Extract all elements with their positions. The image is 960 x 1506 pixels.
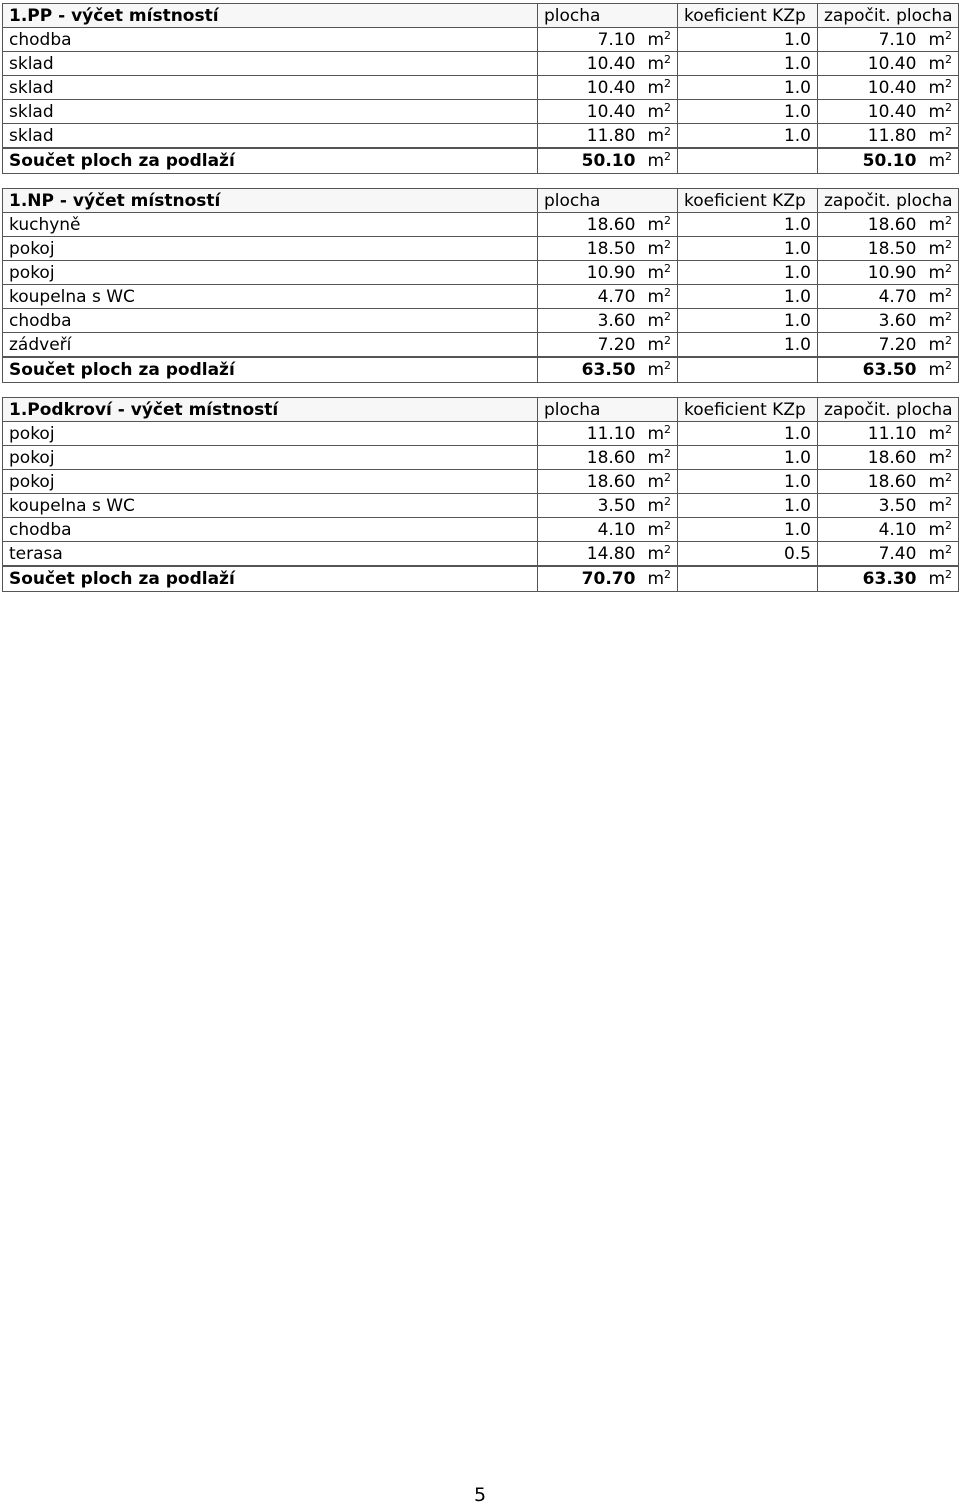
unit-exponent: 2 (945, 333, 952, 347)
area-unit (928, 126, 952, 146)
area-unit (928, 311, 952, 331)
room-effective-area (818, 52, 959, 76)
floor-sum-label: Součet ploch za podlaží (3, 566, 538, 592)
room-effective-area-value: 11.10 (867, 423, 917, 444)
room-area (538, 261, 678, 285)
column-header-area: plocha (538, 4, 678, 28)
room-name: sklad (3, 52, 538, 76)
room-row (3, 28, 959, 52)
floor-sum-area-value: 50.10 (581, 151, 636, 171)
room-effective-area (818, 100, 959, 124)
room-row (3, 422, 959, 446)
unit-exponent: 2 (945, 309, 952, 323)
unit-base: m (647, 569, 664, 589)
unit-exponent: 2 (945, 76, 952, 90)
room-effective-area-value: 10.40 (867, 77, 917, 98)
room-area-value: 10.40 (586, 77, 636, 98)
unit-base: m (928, 360, 945, 380)
room-effective-area (818, 422, 959, 446)
room-area (538, 446, 678, 470)
unit-base: m (647, 53, 664, 74)
room-coefficient: 1.0 (678, 494, 818, 518)
room-name: sklad (3, 124, 538, 149)
room-area (538, 52, 678, 76)
room-area (538, 542, 678, 567)
room-effective-area (818, 285, 959, 309)
column-header-effective-area: započit. plocha (818, 4, 959, 28)
unit-base: m (647, 519, 664, 540)
unit-base: m (928, 77, 945, 98)
unit-base: m (928, 53, 945, 74)
unit-exponent: 2 (945, 470, 952, 484)
area-unit (928, 544, 952, 564)
room-coefficient: 1.0 (678, 446, 818, 470)
area-unit (647, 569, 671, 589)
floor-table (2, 3, 959, 174)
unit-exponent: 2 (664, 309, 671, 323)
area-unit (928, 472, 952, 492)
room-effective-area (818, 446, 959, 470)
room-effective-area (818, 518, 959, 542)
room-coefficient: 1.0 (678, 518, 818, 542)
unit-exponent: 2 (664, 568, 671, 581)
area-unit (647, 520, 671, 540)
floor-sum-effective-area-value: 63.50 (862, 360, 917, 380)
area-unit (647, 448, 671, 468)
unit-base: m (928, 286, 945, 307)
unit-base: m (928, 519, 945, 540)
room-name: zádveří (3, 333, 538, 358)
room-area (538, 213, 678, 237)
room-name: chodba (3, 518, 538, 542)
unit-exponent: 2 (664, 100, 671, 114)
room-row (3, 285, 959, 309)
unit-base: m (928, 569, 945, 589)
room-effective-area (818, 542, 959, 567)
unit-exponent: 2 (945, 237, 952, 251)
unit-exponent: 2 (664, 494, 671, 508)
floor-sum-coefficient-empty (678, 148, 818, 174)
room-coefficient: 1.0 (678, 124, 818, 149)
area-unit (928, 215, 952, 235)
unit-base: m (647, 471, 664, 492)
unit-exponent: 2 (664, 422, 671, 436)
unit-exponent: 2 (945, 124, 952, 138)
floor-sum-area-value: 63.50 (581, 360, 636, 380)
room-area-value: 18.50 (586, 238, 636, 259)
room-area (538, 470, 678, 494)
room-area (538, 124, 678, 149)
area-unit (928, 448, 952, 468)
room-area-value: 7.10 (597, 29, 636, 50)
unit-exponent: 2 (945, 52, 952, 66)
room-row (3, 518, 959, 542)
room-effective-area (818, 76, 959, 100)
room-area-value: 11.10 (586, 423, 636, 444)
room-effective-area-value: 18.60 (867, 447, 917, 468)
room-row (3, 100, 959, 124)
room-effective-area-value: 18.50 (867, 238, 917, 259)
floor-sum-effective-area (818, 357, 959, 383)
unit-exponent: 2 (664, 285, 671, 299)
room-effective-area-value: 18.60 (867, 214, 917, 235)
room-area-value: 3.60 (597, 310, 636, 331)
unit-base: m (647, 151, 664, 171)
unit-base: m (647, 423, 664, 444)
room-coefficient: 1.0 (678, 285, 818, 309)
area-unit (647, 239, 671, 259)
unit-exponent: 2 (664, 28, 671, 42)
column-header-area: plocha (538, 398, 678, 422)
room-name: koupelna s WC (3, 494, 538, 518)
room-name: kuchyně (3, 213, 538, 237)
area-unit (647, 424, 671, 444)
room-effective-area (818, 309, 959, 333)
room-name: pokoj (3, 261, 538, 285)
room-area-value: 14.80 (586, 543, 636, 564)
floor-title: 1.NP - výčet místností (3, 189, 538, 213)
floor-sum-coefficient-empty (678, 566, 818, 592)
room-tables (2, 3, 958, 606)
unit-base: m (928, 423, 945, 444)
area-unit (928, 496, 952, 516)
unit-exponent: 2 (664, 333, 671, 347)
floor-sum-effective-area-value: 50.10 (862, 151, 917, 171)
unit-base: m (928, 334, 945, 355)
unit-exponent: 2 (664, 213, 671, 227)
floor-table (2, 397, 959, 592)
area-unit (928, 151, 952, 171)
area-unit (928, 78, 952, 98)
unit-exponent: 2 (945, 422, 952, 436)
room-effective-area (818, 333, 959, 358)
floor-sum-area (538, 357, 678, 383)
unit-base: m (647, 495, 664, 516)
unit-exponent: 2 (945, 568, 952, 581)
room-effective-area (818, 261, 959, 285)
area-unit (928, 360, 952, 380)
area-unit (647, 30, 671, 50)
room-name: chodba (3, 28, 538, 52)
floor-sum-label: Součet ploch za podlaží (3, 357, 538, 383)
room-area-value: 11.80 (586, 125, 636, 146)
room-row (3, 446, 959, 470)
room-name: chodba (3, 309, 538, 333)
room-name: sklad (3, 100, 538, 124)
column-header-area: plocha (538, 189, 678, 213)
area-unit (928, 239, 952, 259)
unit-exponent: 2 (945, 359, 952, 372)
unit-exponent: 2 (664, 52, 671, 66)
room-area-value: 7.20 (597, 334, 636, 355)
area-unit (647, 496, 671, 516)
column-header-coefficient: koeficient KZp (678, 189, 818, 213)
unit-exponent: 2 (664, 518, 671, 532)
room-area-value: 18.60 (586, 447, 636, 468)
floor-sum-coefficient-empty (678, 357, 818, 383)
area-unit (647, 360, 671, 380)
unit-exponent: 2 (664, 150, 671, 163)
room-effective-area (818, 124, 959, 149)
room-area-value: 18.60 (586, 471, 636, 492)
room-coefficient: 1.0 (678, 470, 818, 494)
floor-sum-area (538, 148, 678, 174)
unit-base: m (928, 310, 945, 331)
room-area-value: 10.40 (586, 101, 636, 122)
room-effective-area-value: 10.40 (867, 53, 917, 74)
room-effective-area (818, 494, 959, 518)
unit-base: m (647, 262, 664, 283)
unit-base: m (647, 101, 664, 122)
room-row (3, 309, 959, 333)
area-unit (647, 472, 671, 492)
unit-exponent: 2 (945, 213, 952, 227)
unit-exponent: 2 (945, 261, 952, 275)
unit-base: m (928, 125, 945, 146)
area-unit (647, 335, 671, 355)
room-effective-area (818, 213, 959, 237)
unit-base: m (928, 238, 945, 259)
unit-exponent: 2 (664, 124, 671, 138)
room-area (538, 309, 678, 333)
unit-base: m (928, 29, 945, 50)
room-coefficient: 0.5 (678, 542, 818, 567)
unit-base: m (647, 238, 664, 259)
unit-base: m (928, 543, 945, 564)
room-effective-area (818, 237, 959, 261)
floor-header-row (3, 4, 959, 28)
floor-sum-row (3, 148, 959, 174)
room-area (538, 100, 678, 124)
unit-exponent: 2 (945, 446, 952, 460)
unit-exponent: 2 (664, 470, 671, 484)
room-row (3, 213, 959, 237)
unit-base: m (647, 77, 664, 98)
unit-exponent: 2 (664, 446, 671, 460)
floor-sum-effective-area (818, 566, 959, 592)
area-unit (928, 424, 952, 444)
room-name: pokoj (3, 446, 538, 470)
room-name: koupelna s WC (3, 285, 538, 309)
area-unit (647, 544, 671, 564)
floor-sum-row (3, 566, 959, 592)
room-coefficient: 1.0 (678, 422, 818, 446)
unit-base: m (647, 286, 664, 307)
room-effective-area (818, 28, 959, 52)
unit-exponent: 2 (664, 359, 671, 372)
room-effective-area-value: 3.60 (878, 310, 917, 331)
room-coefficient: 1.0 (678, 261, 818, 285)
unit-exponent: 2 (945, 542, 952, 556)
room-effective-area-value: 10.90 (867, 262, 917, 283)
room-coefficient: 1.0 (678, 76, 818, 100)
room-coefficient: 1.0 (678, 309, 818, 333)
floor-sum-row (3, 357, 959, 383)
area-unit (928, 287, 952, 307)
floor-title: 1.Podkroví - výčet místností (3, 398, 538, 422)
room-coefficient: 1.0 (678, 213, 818, 237)
column-header-effective-area: započit. plocha (818, 398, 959, 422)
room-name: pokoj (3, 422, 538, 446)
column-header-coefficient: koeficient KZp (678, 4, 818, 28)
unit-exponent: 2 (945, 494, 952, 508)
unit-exponent: 2 (664, 237, 671, 251)
area-unit (647, 287, 671, 307)
unit-base: m (928, 495, 945, 516)
area-unit (928, 30, 952, 50)
room-row (3, 237, 959, 261)
room-effective-area-value: 7.40 (878, 543, 917, 564)
room-row (3, 333, 959, 358)
room-row (3, 470, 959, 494)
unit-base: m (928, 101, 945, 122)
room-effective-area-value: 11.80 (867, 125, 917, 146)
room-name: terasa (3, 542, 538, 567)
unit-exponent: 2 (664, 542, 671, 556)
unit-exponent: 2 (664, 76, 671, 90)
room-area-value: 4.10 (597, 519, 636, 540)
area-unit (928, 54, 952, 74)
room-row (3, 261, 959, 285)
room-effective-area-value: 7.10 (878, 29, 917, 50)
unit-base: m (928, 262, 945, 283)
room-row (3, 76, 959, 100)
area-unit (928, 520, 952, 540)
room-area (538, 285, 678, 309)
unit-exponent: 2 (945, 150, 952, 163)
room-area (538, 76, 678, 100)
unit-base: m (647, 447, 664, 468)
unit-base: m (928, 471, 945, 492)
floor-header-row (3, 189, 959, 213)
room-row (3, 124, 959, 149)
room-area (538, 494, 678, 518)
room-coefficient: 1.0 (678, 100, 818, 124)
floor-sum-label: Součet ploch za podlaží (3, 148, 538, 174)
area-unit (647, 54, 671, 74)
area-unit (928, 335, 952, 355)
room-area-value: 3.50 (597, 495, 636, 516)
area-unit (928, 102, 952, 122)
floor-sum-area-value: 70.70 (581, 569, 636, 589)
room-area-value: 10.40 (586, 53, 636, 74)
room-coefficient: 1.0 (678, 52, 818, 76)
floor-sum-effective-area-value: 63.30 (862, 569, 917, 589)
room-area (538, 518, 678, 542)
room-name: pokoj (3, 237, 538, 261)
area-unit (647, 311, 671, 331)
area-unit (647, 151, 671, 171)
unit-exponent: 2 (945, 518, 952, 532)
unit-exponent: 2 (945, 285, 952, 299)
column-header-coefficient: koeficient KZp (678, 398, 818, 422)
unit-exponent: 2 (945, 100, 952, 114)
area-unit (647, 215, 671, 235)
room-area-value: 10.90 (586, 262, 636, 283)
room-effective-area-value: 4.10 (878, 519, 917, 540)
unit-base: m (647, 125, 664, 146)
room-effective-area-value: 4.70 (878, 286, 917, 307)
room-area-value: 4.70 (597, 286, 636, 307)
unit-base: m (647, 29, 664, 50)
column-header-effective-area: započit. plocha (818, 189, 959, 213)
room-row (3, 52, 959, 76)
unit-base: m (928, 151, 945, 171)
room-area (538, 237, 678, 261)
floor-title: 1.PP - výčet místností (3, 4, 538, 28)
room-effective-area (818, 470, 959, 494)
unit-base: m (647, 334, 664, 355)
room-row (3, 494, 959, 518)
room-coefficient: 1.0 (678, 28, 818, 52)
area-unit (647, 78, 671, 98)
unit-exponent: 2 (945, 28, 952, 42)
page-number: 5 (473, 1484, 487, 1506)
room-effective-area-value: 18.60 (867, 471, 917, 492)
floor-sum-effective-area (818, 148, 959, 174)
room-area-value: 18.60 (586, 214, 636, 235)
area-unit (928, 263, 952, 283)
room-coefficient: 1.0 (678, 237, 818, 261)
unit-base: m (647, 214, 664, 235)
room-area (538, 333, 678, 358)
room-name: sklad (3, 76, 538, 100)
unit-base: m (928, 214, 945, 235)
room-effective-area-value: 10.40 (867, 101, 917, 122)
unit-base: m (647, 360, 664, 380)
room-area (538, 28, 678, 52)
area-unit (647, 126, 671, 146)
room-name: pokoj (3, 470, 538, 494)
floor-header-row (3, 398, 959, 422)
floor-table (2, 188, 959, 383)
room-coefficient: 1.0 (678, 333, 818, 358)
unit-exponent: 2 (664, 261, 671, 275)
floor-sum-area (538, 566, 678, 592)
unit-base: m (647, 543, 664, 564)
room-area (538, 422, 678, 446)
unit-base: m (647, 310, 664, 331)
room-effective-area-value: 3.50 (878, 495, 917, 516)
area-unit (647, 263, 671, 283)
unit-base: m (928, 447, 945, 468)
room-row (3, 542, 959, 567)
area-unit (647, 102, 671, 122)
area-unit (928, 569, 952, 589)
room-effective-area-value: 7.20 (878, 334, 917, 355)
